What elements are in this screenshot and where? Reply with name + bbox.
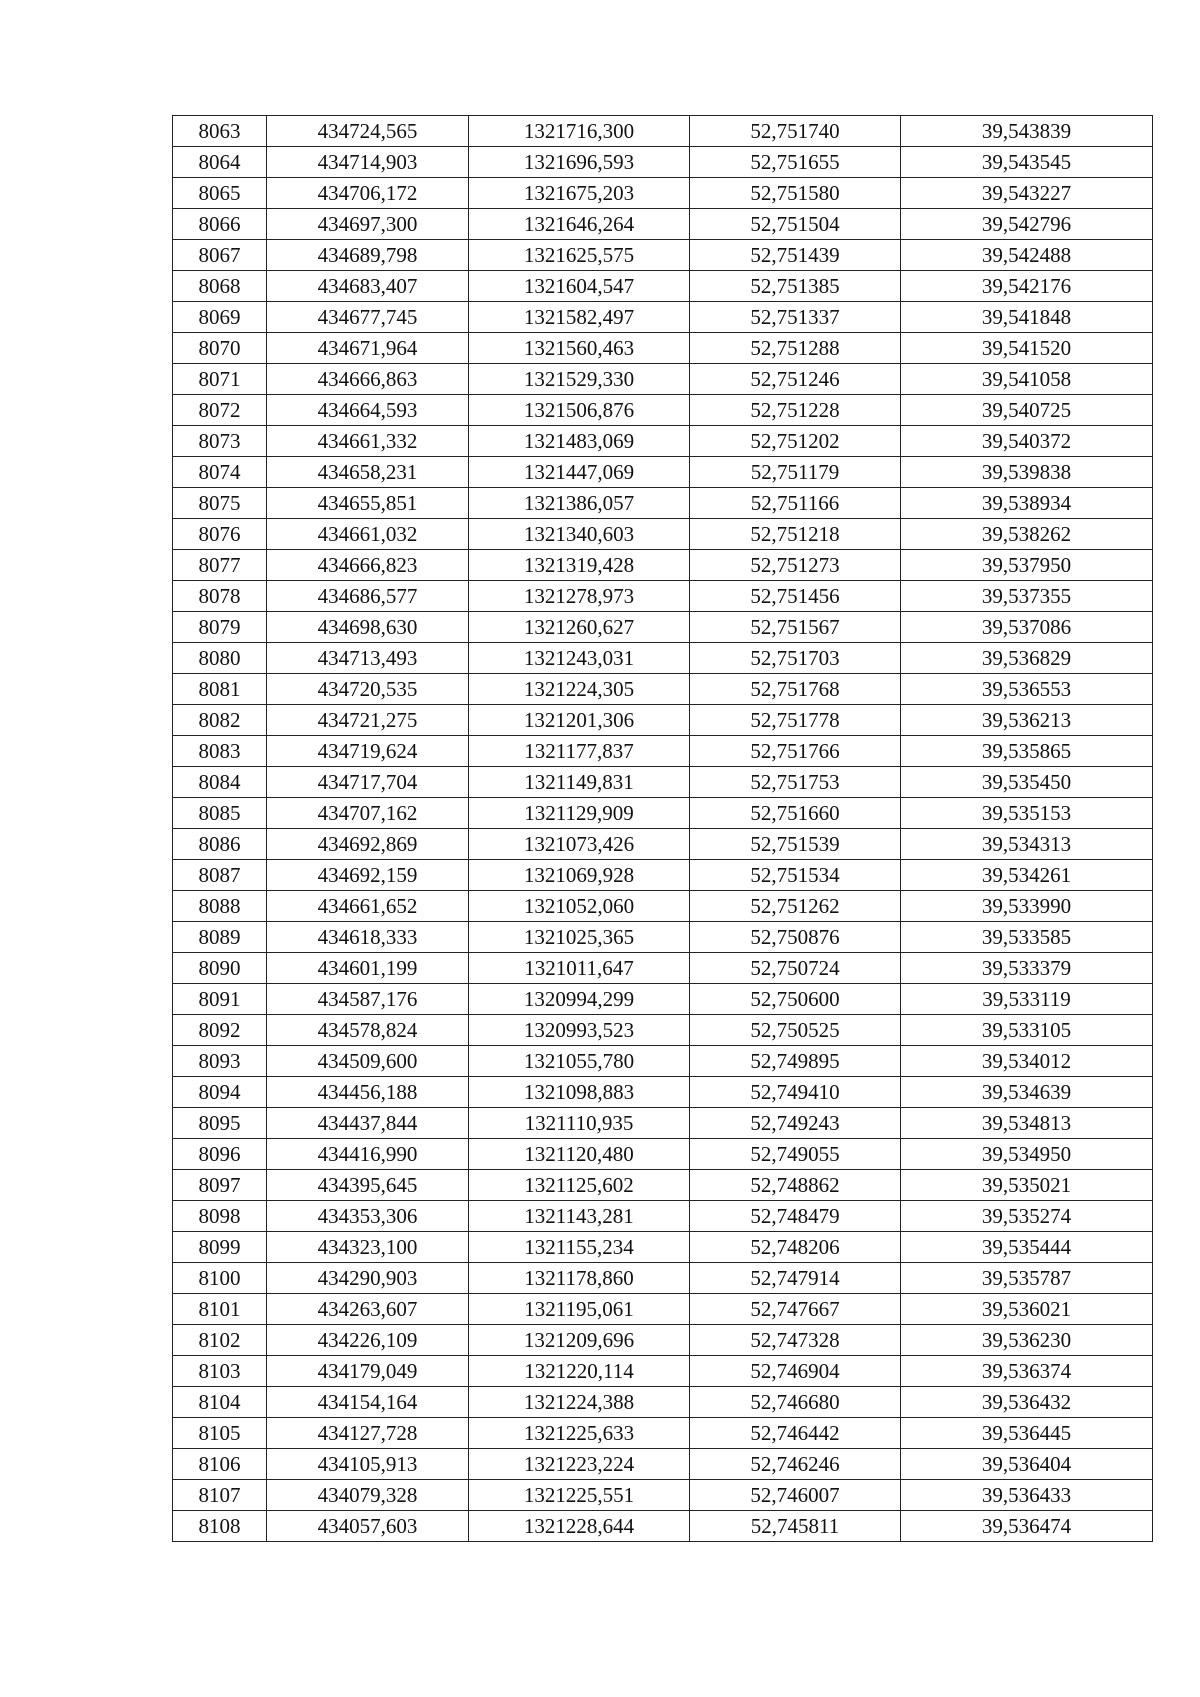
longitude-cell: 39,536230	[901, 1325, 1153, 1356]
longitude-cell: 39,535787	[901, 1263, 1153, 1294]
latitude-cell: 52,750525	[690, 1015, 901, 1046]
table-row	[173, 829, 1153, 860]
x-coordinate-cell: 434456,188	[267, 1077, 469, 1108]
latitude-cell: 52,750724	[690, 953, 901, 984]
x-coordinate-cell: 434057,603	[267, 1511, 469, 1542]
x-coordinate-cell: 434698,630	[267, 612, 469, 643]
table-row	[173, 953, 1153, 984]
longitude-cell: 39,534313	[901, 829, 1153, 860]
x-coordinate-cell: 434290,903	[267, 1263, 469, 1294]
x-coordinate-cell: 434664,593	[267, 395, 469, 426]
x-coordinate-cell: 434661,332	[267, 426, 469, 457]
table-row	[173, 550, 1153, 581]
latitude-cell: 52,750600	[690, 984, 901, 1015]
longitude-cell: 39,536432	[901, 1387, 1153, 1418]
x-coordinate-cell: 434661,032	[267, 519, 469, 550]
table-row	[173, 333, 1153, 364]
y-coordinate-cell: 1321529,330	[469, 364, 690, 395]
latitude-cell: 52,751337	[690, 302, 901, 333]
table-row	[173, 488, 1153, 519]
latitude-cell: 52,751439	[690, 240, 901, 271]
point-number-cell: 8084	[173, 767, 267, 798]
longitude-cell: 39,542796	[901, 209, 1153, 240]
x-coordinate-cell: 434720,535	[267, 674, 469, 705]
table-row	[173, 1201, 1153, 1232]
point-number-cell: 8076	[173, 519, 267, 550]
y-coordinate-cell: 1321223,224	[469, 1449, 690, 1480]
latitude-cell: 52,751766	[690, 736, 901, 767]
longitude-cell: 39,534813	[901, 1108, 1153, 1139]
longitude-cell: 39,535153	[901, 798, 1153, 829]
longitude-cell: 39,534261	[901, 860, 1153, 891]
longitude-cell: 39,536445	[901, 1418, 1153, 1449]
table-row	[173, 271, 1153, 302]
table-row	[173, 767, 1153, 798]
latitude-cell: 52,751456	[690, 581, 901, 612]
y-coordinate-cell: 1321582,497	[469, 302, 690, 333]
longitude-cell: 39,540372	[901, 426, 1153, 457]
x-coordinate-cell: 434683,407	[267, 271, 469, 302]
latitude-cell: 52,748479	[690, 1201, 901, 1232]
y-coordinate-cell: 1321243,031	[469, 643, 690, 674]
table-row	[173, 209, 1153, 240]
x-coordinate-cell: 434671,964	[267, 333, 469, 364]
point-number-cell: 8074	[173, 457, 267, 488]
y-coordinate-cell: 1321646,264	[469, 209, 690, 240]
longitude-cell: 39,541848	[901, 302, 1153, 333]
table-row	[173, 705, 1153, 736]
y-coordinate-cell: 1321120,480	[469, 1139, 690, 1170]
longitude-cell: 39,537086	[901, 612, 1153, 643]
longitude-cell: 39,537950	[901, 550, 1153, 581]
x-coordinate-cell: 434618,333	[267, 922, 469, 953]
point-number-cell: 8102	[173, 1325, 267, 1356]
x-coordinate-cell: 434721,275	[267, 705, 469, 736]
latitude-cell: 52,751228	[690, 395, 901, 426]
point-number-cell: 8108	[173, 1511, 267, 1542]
latitude-cell: 52,751504	[690, 209, 901, 240]
x-coordinate-cell: 434658,231	[267, 457, 469, 488]
y-coordinate-cell: 1321447,069	[469, 457, 690, 488]
x-coordinate-cell: 434655,851	[267, 488, 469, 519]
table-row	[173, 1418, 1153, 1449]
latitude-cell: 52,751778	[690, 705, 901, 736]
table-row	[173, 860, 1153, 891]
latitude-cell: 52,747328	[690, 1325, 901, 1356]
latitude-cell: 52,751660	[690, 798, 901, 829]
y-coordinate-cell: 1321483,069	[469, 426, 690, 457]
latitude-cell: 52,749895	[690, 1046, 901, 1077]
y-coordinate-cell: 1321340,603	[469, 519, 690, 550]
x-coordinate-cell: 434079,328	[267, 1480, 469, 1511]
latitude-cell: 52,751534	[690, 860, 901, 891]
latitude-cell: 52,751288	[690, 333, 901, 364]
x-coordinate-cell: 434587,176	[267, 984, 469, 1015]
x-coordinate-cell: 434661,652	[267, 891, 469, 922]
x-coordinate-cell: 434714,903	[267, 147, 469, 178]
latitude-cell: 52,751567	[690, 612, 901, 643]
longitude-cell: 39,543227	[901, 178, 1153, 209]
longitude-cell: 39,533990	[901, 891, 1153, 922]
y-coordinate-cell: 1321069,928	[469, 860, 690, 891]
longitude-cell: 39,535021	[901, 1170, 1153, 1201]
x-coordinate-cell: 434105,913	[267, 1449, 469, 1480]
point-number-cell: 8065	[173, 178, 267, 209]
table-row	[173, 395, 1153, 426]
table-row	[173, 581, 1153, 612]
longitude-cell: 39,533585	[901, 922, 1153, 953]
x-coordinate-cell: 434353,306	[267, 1201, 469, 1232]
x-coordinate-cell: 434437,844	[267, 1108, 469, 1139]
point-number-cell: 8077	[173, 550, 267, 581]
y-coordinate-cell: 1321098,883	[469, 1077, 690, 1108]
latitude-cell: 52,751539	[690, 829, 901, 860]
point-number-cell: 8088	[173, 891, 267, 922]
y-coordinate-cell: 1321110,935	[469, 1108, 690, 1139]
table-row	[173, 798, 1153, 829]
y-coordinate-cell: 1321143,281	[469, 1201, 690, 1232]
y-coordinate-cell: 1321155,234	[469, 1232, 690, 1263]
table-row	[173, 1015, 1153, 1046]
longitude-cell: 39,536553	[901, 674, 1153, 705]
y-coordinate-cell: 1321506,876	[469, 395, 690, 426]
table-row	[173, 426, 1153, 457]
table-row	[173, 1325, 1153, 1356]
latitude-cell: 52,751740	[690, 116, 901, 147]
point-number-cell: 8063	[173, 116, 267, 147]
x-coordinate-cell: 434323,100	[267, 1232, 469, 1263]
y-coordinate-cell: 1321195,061	[469, 1294, 690, 1325]
x-coordinate-cell: 434686,577	[267, 581, 469, 612]
point-number-cell: 8081	[173, 674, 267, 705]
latitude-cell: 52,746904	[690, 1356, 901, 1387]
table-row	[173, 1387, 1153, 1418]
y-coordinate-cell: 1321604,547	[469, 271, 690, 302]
y-coordinate-cell: 1321201,306	[469, 705, 690, 736]
latitude-cell: 52,747914	[690, 1263, 901, 1294]
latitude-cell: 52,751753	[690, 767, 901, 798]
latitude-cell: 52,745811	[690, 1511, 901, 1542]
x-coordinate-cell: 434666,823	[267, 550, 469, 581]
longitude-cell: 39,533119	[901, 984, 1153, 1015]
y-coordinate-cell: 1321178,860	[469, 1263, 690, 1294]
point-number-cell: 8099	[173, 1232, 267, 1263]
x-coordinate-cell: 434724,565	[267, 116, 469, 147]
latitude-cell: 52,749055	[690, 1139, 901, 1170]
point-number-cell: 8092	[173, 1015, 267, 1046]
longitude-cell: 39,536213	[901, 705, 1153, 736]
y-coordinate-cell: 1321025,365	[469, 922, 690, 953]
coordinates-table	[172, 115, 1153, 1542]
point-number-cell: 8064	[173, 147, 267, 178]
y-coordinate-cell: 1321220,114	[469, 1356, 690, 1387]
point-number-cell: 8105	[173, 1418, 267, 1449]
point-number-cell: 8080	[173, 643, 267, 674]
x-coordinate-cell: 434601,199	[267, 953, 469, 984]
y-coordinate-cell: 1321073,426	[469, 829, 690, 860]
longitude-cell: 39,535444	[901, 1232, 1153, 1263]
latitude-cell: 52,751768	[690, 674, 901, 705]
y-coordinate-cell: 1321149,831	[469, 767, 690, 798]
longitude-cell: 39,533105	[901, 1015, 1153, 1046]
table-row	[173, 1511, 1153, 1542]
longitude-cell: 39,540725	[901, 395, 1153, 426]
point-number-cell: 8098	[173, 1201, 267, 1232]
x-coordinate-cell: 434509,600	[267, 1046, 469, 1077]
y-coordinate-cell: 1321225,633	[469, 1418, 690, 1449]
latitude-cell: 52,751580	[690, 178, 901, 209]
longitude-cell: 39,538934	[901, 488, 1153, 519]
longitude-cell: 39,534012	[901, 1046, 1153, 1077]
y-coordinate-cell: 1321055,780	[469, 1046, 690, 1077]
longitude-cell: 39,538262	[901, 519, 1153, 550]
table-row	[173, 1263, 1153, 1294]
latitude-cell: 52,750876	[690, 922, 901, 953]
table-row	[173, 302, 1153, 333]
y-coordinate-cell: 1321386,057	[469, 488, 690, 519]
longitude-cell: 39,539838	[901, 457, 1153, 488]
longitude-cell: 39,535274	[901, 1201, 1153, 1232]
point-number-cell: 8087	[173, 860, 267, 891]
latitude-cell: 52,746680	[690, 1387, 901, 1418]
point-number-cell: 8072	[173, 395, 267, 426]
point-number-cell: 8075	[173, 488, 267, 519]
point-number-cell: 8096	[173, 1139, 267, 1170]
longitude-cell: 39,541520	[901, 333, 1153, 364]
point-number-cell: 8101	[173, 1294, 267, 1325]
longitude-cell: 39,543839	[901, 116, 1153, 147]
table-row	[173, 922, 1153, 953]
table-row	[173, 519, 1153, 550]
x-coordinate-cell: 434677,745	[267, 302, 469, 333]
latitude-cell: 52,751262	[690, 891, 901, 922]
y-coordinate-cell: 1321224,388	[469, 1387, 690, 1418]
point-number-cell: 8066	[173, 209, 267, 240]
y-coordinate-cell: 1320994,299	[469, 984, 690, 1015]
longitude-cell: 39,536829	[901, 643, 1153, 674]
y-coordinate-cell: 1321225,551	[469, 1480, 690, 1511]
table-row	[173, 984, 1153, 1015]
latitude-cell: 52,751655	[690, 147, 901, 178]
x-coordinate-cell: 434578,824	[267, 1015, 469, 1046]
x-coordinate-cell: 434706,172	[267, 178, 469, 209]
longitude-cell: 39,536474	[901, 1511, 1153, 1542]
x-coordinate-cell: 434179,049	[267, 1356, 469, 1387]
latitude-cell: 52,751273	[690, 550, 901, 581]
table-row	[173, 891, 1153, 922]
x-coordinate-cell: 434692,869	[267, 829, 469, 860]
y-coordinate-cell: 1321209,696	[469, 1325, 690, 1356]
point-number-cell: 8068	[173, 271, 267, 302]
x-coordinate-cell: 434692,159	[267, 860, 469, 891]
latitude-cell: 52,751202	[690, 426, 901, 457]
point-number-cell: 8095	[173, 1108, 267, 1139]
x-coordinate-cell: 434416,990	[267, 1139, 469, 1170]
table-row	[173, 1077, 1153, 1108]
point-number-cell: 8097	[173, 1170, 267, 1201]
y-coordinate-cell: 1321278,973	[469, 581, 690, 612]
point-number-cell: 8078	[173, 581, 267, 612]
y-coordinate-cell: 1321011,647	[469, 953, 690, 984]
table-row	[173, 1170, 1153, 1201]
x-coordinate-cell: 434707,162	[267, 798, 469, 829]
latitude-cell: 52,746246	[690, 1449, 901, 1480]
point-number-cell: 8079	[173, 612, 267, 643]
table-row	[173, 1356, 1153, 1387]
latitude-cell: 52,751166	[690, 488, 901, 519]
latitude-cell: 52,751179	[690, 457, 901, 488]
y-coordinate-cell: 1321125,602	[469, 1170, 690, 1201]
x-coordinate-cell: 434395,645	[267, 1170, 469, 1201]
table-row	[173, 736, 1153, 767]
latitude-cell: 52,748206	[690, 1232, 901, 1263]
y-coordinate-cell: 1321319,428	[469, 550, 690, 581]
x-coordinate-cell: 434689,798	[267, 240, 469, 271]
x-coordinate-cell: 434263,607	[267, 1294, 469, 1325]
latitude-cell: 52,751218	[690, 519, 901, 550]
latitude-cell: 52,751703	[690, 643, 901, 674]
point-number-cell: 8073	[173, 426, 267, 457]
point-number-cell: 8104	[173, 1387, 267, 1418]
y-coordinate-cell: 1321177,837	[469, 736, 690, 767]
table-body	[173, 116, 1153, 1542]
table-row	[173, 116, 1153, 147]
table-row	[173, 1294, 1153, 1325]
y-coordinate-cell: 1321625,575	[469, 240, 690, 271]
longitude-cell: 39,536374	[901, 1356, 1153, 1387]
x-coordinate-cell: 434719,624	[267, 736, 469, 767]
point-number-cell: 8070	[173, 333, 267, 364]
y-coordinate-cell: 1321696,593	[469, 147, 690, 178]
latitude-cell: 52,746442	[690, 1418, 901, 1449]
latitude-cell: 52,747667	[690, 1294, 901, 1325]
table-row	[173, 1108, 1153, 1139]
point-number-cell: 8071	[173, 364, 267, 395]
point-number-cell: 8067	[173, 240, 267, 271]
longitude-cell: 39,534639	[901, 1077, 1153, 1108]
x-coordinate-cell: 434127,728	[267, 1418, 469, 1449]
y-coordinate-cell: 1321052,060	[469, 891, 690, 922]
point-number-cell: 8100	[173, 1263, 267, 1294]
latitude-cell: 52,746007	[690, 1480, 901, 1511]
point-number-cell: 8089	[173, 922, 267, 953]
point-number-cell: 8106	[173, 1449, 267, 1480]
x-coordinate-cell: 434226,109	[267, 1325, 469, 1356]
point-number-cell: 8094	[173, 1077, 267, 1108]
latitude-cell: 52,749410	[690, 1077, 901, 1108]
table-row	[173, 643, 1153, 674]
point-number-cell: 8091	[173, 984, 267, 1015]
table-row	[173, 240, 1153, 271]
point-number-cell: 8086	[173, 829, 267, 860]
longitude-cell: 39,536021	[901, 1294, 1153, 1325]
y-coordinate-cell: 1321716,300	[469, 116, 690, 147]
longitude-cell: 39,542176	[901, 271, 1153, 302]
point-number-cell: 8103	[173, 1356, 267, 1387]
y-coordinate-cell: 1321560,463	[469, 333, 690, 364]
longitude-cell: 39,537355	[901, 581, 1153, 612]
point-number-cell: 8107	[173, 1480, 267, 1511]
y-coordinate-cell: 1321260,627	[469, 612, 690, 643]
longitude-cell: 39,536433	[901, 1480, 1153, 1511]
table-row	[173, 674, 1153, 705]
point-number-cell: 8085	[173, 798, 267, 829]
table-row	[173, 1232, 1153, 1263]
y-coordinate-cell: 1321675,203	[469, 178, 690, 209]
table-row	[173, 1046, 1153, 1077]
latitude-cell: 52,748862	[690, 1170, 901, 1201]
y-coordinate-cell: 1321228,644	[469, 1511, 690, 1542]
latitude-cell: 52,751385	[690, 271, 901, 302]
point-number-cell: 8082	[173, 705, 267, 736]
longitude-cell: 39,543545	[901, 147, 1153, 178]
point-number-cell: 8093	[173, 1046, 267, 1077]
point-number-cell: 8083	[173, 736, 267, 767]
longitude-cell: 39,536404	[901, 1449, 1153, 1480]
latitude-cell: 52,751246	[690, 364, 901, 395]
longitude-cell: 39,535865	[901, 736, 1153, 767]
longitude-cell: 39,533379	[901, 953, 1153, 984]
table-row	[173, 178, 1153, 209]
latitude-cell: 52,749243	[690, 1108, 901, 1139]
table-row	[173, 1139, 1153, 1170]
table-row	[173, 147, 1153, 178]
longitude-cell: 39,534950	[901, 1139, 1153, 1170]
x-coordinate-cell: 434154,164	[267, 1387, 469, 1418]
x-coordinate-cell: 434713,493	[267, 643, 469, 674]
table-row	[173, 457, 1153, 488]
x-coordinate-cell: 434717,704	[267, 767, 469, 798]
y-coordinate-cell: 1321224,305	[469, 674, 690, 705]
y-coordinate-cell: 1320993,523	[469, 1015, 690, 1046]
y-coordinate-cell: 1321129,909	[469, 798, 690, 829]
longitude-cell: 39,542488	[901, 240, 1153, 271]
point-number-cell: 8069	[173, 302, 267, 333]
x-coordinate-cell: 434666,863	[267, 364, 469, 395]
table-row	[173, 1449, 1153, 1480]
table-row	[173, 1480, 1153, 1511]
x-coordinate-cell: 434697,300	[267, 209, 469, 240]
table-row	[173, 364, 1153, 395]
longitude-cell: 39,541058	[901, 364, 1153, 395]
table-row	[173, 612, 1153, 643]
point-number-cell: 8090	[173, 953, 267, 984]
longitude-cell: 39,535450	[901, 767, 1153, 798]
